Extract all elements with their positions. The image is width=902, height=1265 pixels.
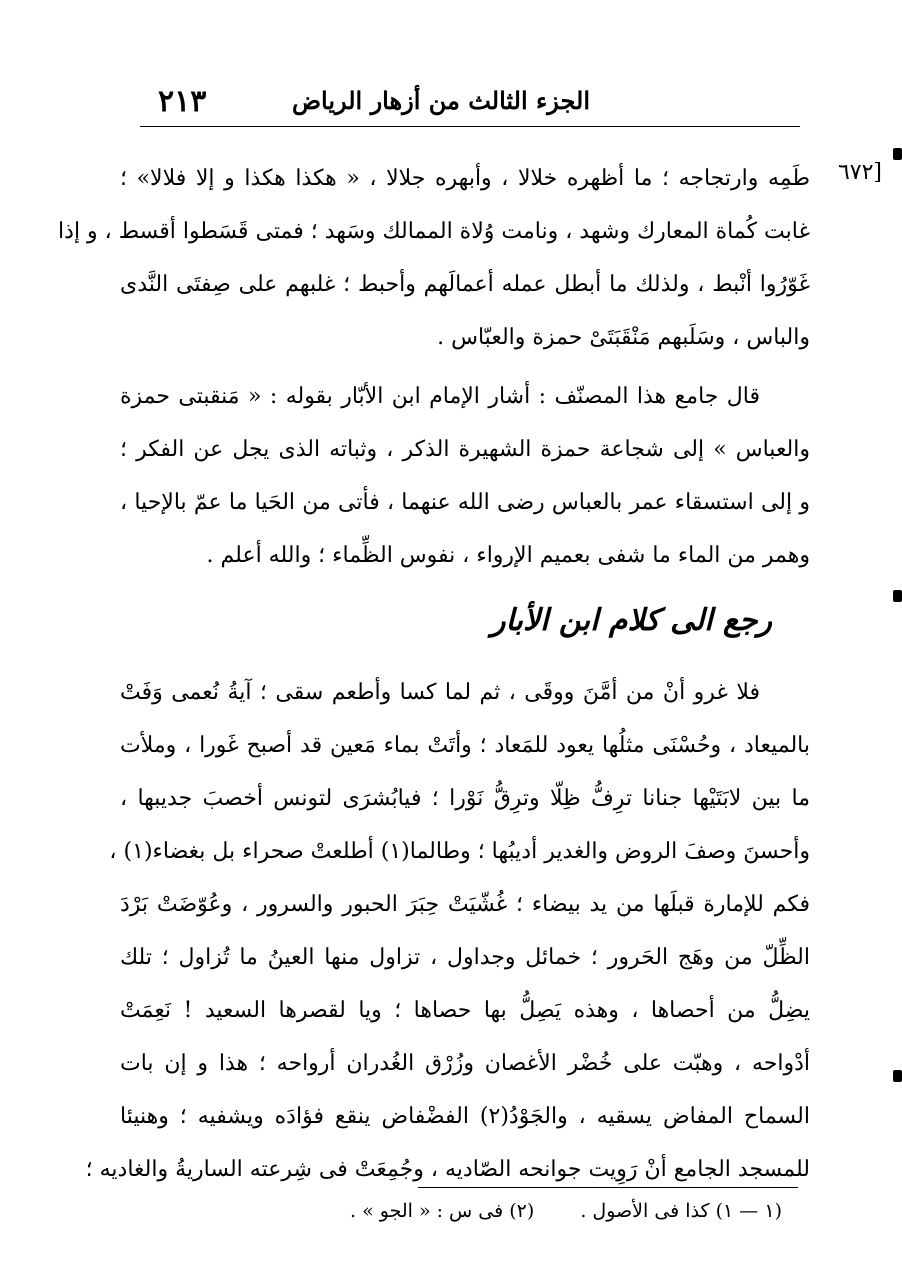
- footnote-1: (١ — ١) كذا فى الأصول .: [580, 1200, 782, 1222]
- text-line: السماح المفاض يسقيه ، والجَوْدُ(٢) الفضْفاض ينقع فؤادَه ويشفيه ؛ وهنيئا: [120, 1104, 810, 1129]
- scan-margin-mark: [893, 148, 902, 160]
- text-line: والباس ، وسَلَبهم مَنْقَبَتَىْ حمزة والعبّاس .: [437, 325, 810, 350]
- paragraph-1: [58, 152, 810, 364]
- text-line: غابت كُماة المعارك وشهد ، ونامت وُلاة الممالك وسَهد ؛ فمتى قَسَطوا أقسط ، و إذا: [58, 219, 810, 244]
- paragraph-number: [٦٧٢: [837, 160, 882, 185]
- text-line: وأحسنَ وصفَ الروض والغدير أديبُها ؛ وطالما(١) أطلعتْ صحراء بل بغضاء(١) ،: [109, 839, 810, 864]
- text-line: غَوّرُوا أنْبط ، ولذلك ما أبطل عمله أعمالَهم وأحبط ؛ غلبهم على صِفتَى النَّدى: [120, 272, 810, 297]
- text-line: يضِلُّ من أحصاها ، وهذه يَصِلُّ بها حصاها ؛ ويا لقصرها السعيد ! نَعِمَتْ: [120, 998, 810, 1023]
- text-line: والعباس » إلى شجاعة حمزة الشهيرة الذكر ، وثباته الذى يجل عن الفكر ؛: [120, 437, 810, 462]
- footnote-divider: [418, 1187, 798, 1188]
- footnotes: [350, 1200, 782, 1222]
- text-line: ما بين لابَتَيْها جنانا ترِفُّ ظِلّا وترِقُّ نَوْرا ؛ فيابُشرَى لتونس أخصبَ جديبها ،: [120, 786, 810, 811]
- footnote-2: (٢) فى س : « الجو » .: [350, 1200, 535, 1222]
- scan-margin-mark: [893, 590, 902, 602]
- paragraph-3: [85, 666, 810, 1196]
- page-header: [140, 78, 800, 127]
- page-number: ٢١٣: [158, 84, 207, 119]
- text-line: و إلى استسقاء عمر بالعباس رضى الله عنهما ، فأتى من الحَيا ما عمّ بالإحيا ،: [120, 490, 810, 515]
- scan-margin-mark: [893, 1070, 902, 1082]
- running-title: الجزء الثالث من أزهار الرياض: [291, 86, 590, 115]
- text-line: بالميعاد ، وحُسْنَى مثلُها يعود للمَعاد ؛ وأتَتْ بماء مَعين قد أصبح غَورا ، وملأت: [120, 733, 810, 758]
- paragraph-2: [120, 370, 810, 582]
- text-line: أدْواحه ، وهبّت على خُضْر الأغصان وزُرْق الغُدران أرواحه ؛ هذا و إن بات: [120, 1051, 810, 1076]
- text-line: للمسجد الجامع أنْ رَوِيت جوانحه الصّاديه ، وجُمِعَتْ فى شِرعته الساريةُ والغاديه ؛: [85, 1157, 810, 1182]
- text-line: فلا غرو أنْ من أمَّنَ ووقَى ، ثم لما كسا وأطعم سقى ؛ آيةُ نُعمى وَفَتْ: [120, 680, 760, 705]
- text-line: وهمر من الماء ما شفى بعميم الإرواء ، نفوس الظِّماء ؛ والله أعلم .: [206, 543, 810, 568]
- text-line: فكم للإمارة قبلَها من يد بيضاء ؛ غُشّيَتْ حِبَرَ الحبور والسرور ، وعُوّضَتْ بَرْدَ: [120, 892, 810, 917]
- text-line: قال جامع هذا المصنّف : أشار الإمام ابن الأبّار بقوله : « مَنقبتى حمزة: [120, 384, 760, 409]
- text-line: طَمِه وارتجاجه ؛ ما أظهره خلالا ، وأبهره جلالا ، « هكذا هكذا و إلا فلالا» ؛: [120, 166, 810, 191]
- text-line: الظِّلّ من وهَج الحَرور ؛ خمائل وجداول ، تزاول منها العينُ ما تُزاول ؛ تلك: [120, 945, 810, 970]
- section-heading: رجع الى كلام ابن الأبار: [491, 603, 772, 638]
